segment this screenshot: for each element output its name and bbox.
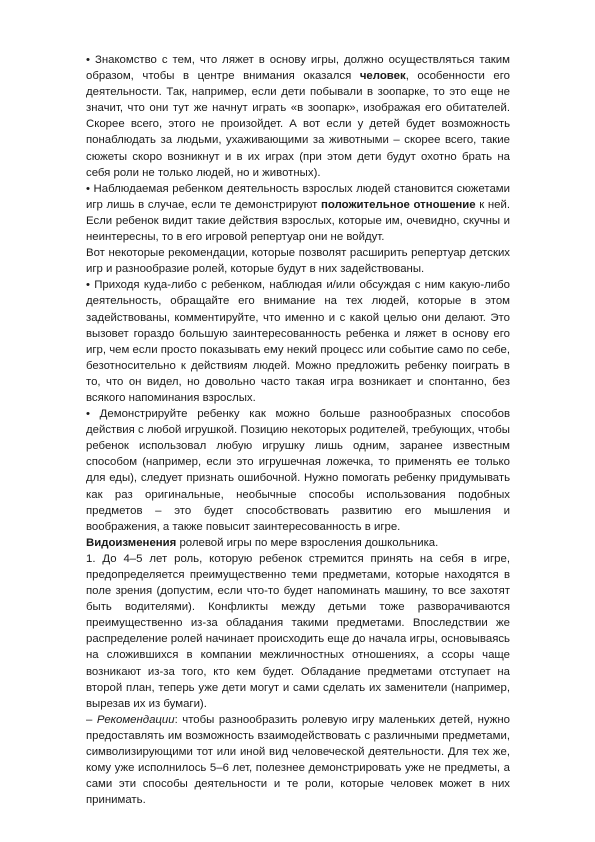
emphasis-person: человек	[359, 70, 406, 83]
paragraph-positive-attitude	[86, 181, 510, 245]
paragraph-focus-on-person	[86, 52, 510, 181]
emphasis-positive-attitude: положительное отношение	[321, 198, 476, 211]
paragraph-text: • Знакомство с тем, что ляжет в основу игры, должно осуществляться таким образом, чтобы в центре внимания оказался	[86, 54, 510, 83]
paragraph-text: –	[86, 713, 97, 726]
document-page	[86, 52, 510, 808]
paragraph-observe-with-child: • Приходя куда-либо с ребенком, наблюдая и/или обсуждая с ним какую-либо деятельность, обращайте его внимание на тех людей, которые в этом задействованы, комментируйте, что именно и с какой целью они делают. Это вызовет гораздо большую заинтересованность ребенка и ляжет в основу его игр, чем если просто показывать ему некий процесс или событие само по себе, безотносительно к действиям людей. Можно предложить ребенку поиграть в то, что он видел, но довольно часто такая игра возникает и спонтанно, без всякого напоминания взрослых.	[86, 279, 510, 404]
paragraph-text: • Наблюдаемая ребенком деятельность взрослых людей становится сюжетами игр лишь в случае, если те демонстрируют	[86, 182, 510, 211]
paragraph-section-heading	[86, 535, 510, 551]
emphasis-modifications: Видоизменения	[86, 536, 177, 549]
paragraph-recommendations	[86, 712, 510, 809]
paragraph-age-roles: 1. До 4–5 лет роль, которую ребенок стремится принять на себя в игре, предопределяется преимущественно теми предметами, которые находятся в поле зрения (допустим, если что-то будет напоминать машину, то все захотят быть водителями). Конфликты между детьми тоже разворачиваются преимущественно из-за обладания такими предметами. Впоследствии же распределение ролей начинает происходить еще до начала игры, основываясь на сложившихся в компании межличностных отношениях, а ссоры чаще возникают из-за того, кто кем будет. Обладание предметами отступает на второй план, теперь уже дети могут и сами сделать их заменители (например, вырезав их из бумаги).	[86, 552, 510, 710]
paragraph-text: к ней. Если ребенок видит такие действия взрослых, которые им, очевидно, скучны и неинтересны, то в его игровой репертуар они не войдут.	[86, 198, 511, 244]
paragraph-text: : чтобы разнообразить ролевую игру маленьких детей, нужно предоставлять им возможность взаимодействовать с различными предметами, символизирующими тот или иной вид человеческой деятельности. Для тех же, кому уже исполнилось 5–6 лет, полезнее демонстрировать уже не предметы, а сами эти способы деятельности и те роли, которые человек может в них принимать.	[86, 713, 511, 807]
paragraph-text: ролевой игры по мере взросления дошкольника.	[176, 536, 439, 549]
emphasis-recommendations: Рекомендации	[96, 713, 175, 726]
paragraph-toy-actions: • Демонстрируйте ребенку как можно больше разнообразных способов действия с любой игрушкой. Позицию некоторых родителей, требующих, чтобы ребенок использовал любую игрушку лишь одним, заранее известным способом (например, если это игрушечная ложечка, то применять ее только для еды), следует признать ошибочной. Нужно помогать ребенку придумывать как раз оригинальные, необычные способы использования подобных предметов – это будет способствовать развитию его мышления и воображения, а также повысит заинтересованность в игре.	[86, 408, 510, 533]
paragraph-recommendations-intro: Вот некоторые рекомендации, которые позволят расширить репертуар детских игр и разнообразие ролей, которые будут в них задействованы.	[86, 247, 510, 276]
paragraph-text: , особенности его деятельности. Так, например, если дети побывали в зоопарке, то это еще не значит, что они тут же начнут играть «в зоопарк», изображая его обитателей. Скорее всего, этого не произойдет. А вот если у детей будет возможность понаблюдать за людьми, ухаживающими за животными – скорее всего, такие сюжеты скоро возникнут и в их играх (при этом дети будут охотно брать на себя роли не только людей, но и животных).	[86, 70, 510, 179]
